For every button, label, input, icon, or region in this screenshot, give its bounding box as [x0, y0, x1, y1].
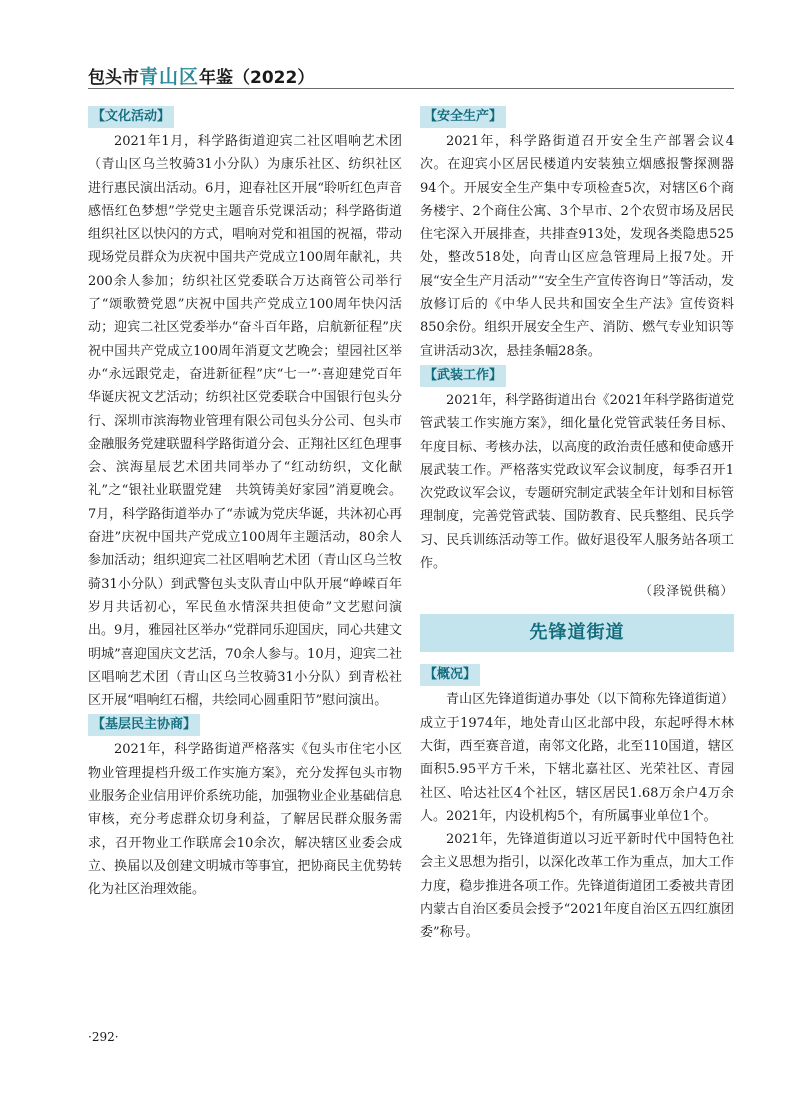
paragraph: 青山区先锋道街道办事处（以下简称先锋道街道）成立于1974年，地处青山区北部中段，东起呼得木林大街，西至赛音道，南邻文化路，北至110国道，辖区面积5.95平方千米，下辖北嘉社区、光荣社区、青园社区、哈达社区4个社区，辖区居民1.68万余户4万余人。2021年，内设机构5个，有所属事业单位1个。	[420, 692, 734, 824]
header-district: 青山区	[139, 66, 200, 88]
header-city: 包头市	[88, 68, 139, 88]
chapter-banner: 先锋道街道	[420, 614, 734, 652]
paragraph: 2021年1月，科学路街道迎宾二社区唱响艺术团（青山区乌兰牧骑31小分队）为康乐社区、纺织社区进行惠民演出活动。6月，迎春社区开展“聆听红色声音 感悟红色梦想”学党史主题音乐党课活动；科学路街道组织社区以快闪的方式，唱响对党和祖国的祝福，带动现场党员群众为庆祝中国共产党成立100周年献礼，共200余人参加；纺织社区党委联合万达商管公司举行了“颂歌赞党恩”庆祝中国共产党成立100周年快闪活动；迎宾二社区党委举办“奋斗百年路，启航新征程”庆祝中国共产党成立100周年消夏文艺晚会；望园社区举办“永远跟党走，奋进新征程”庆“七一”·喜迎建党百年华诞庆祝文艺活动；纺织社区党委联合中国银行包头分行、深圳市滨海物业管理有限公司包头分公司、包头市金融服务党建联盟科学路街道分会、正翔社区红色理事会、滨海星辰艺术团共同举办了“红动纺织，文化献礼”之“银社业联盟党建 共筑铸美好家园”消夏晚会。7月，科学路街道举办了“赤诚为党庆华诞，共沐初心再奋进”庆祝中国共产党成立100周年主题活动，80余人参加活动；组织迎宾二社区唱响艺术团（青山区乌兰牧骑31小分队）到武警包头支队青山中队开展“峥嵘百年岁月共话初心，军民鱼水情深共担使命”文艺慰问演出。9月，雅园社区举办“党群同乐迎国庆，同心共建文明城”喜迎国庆文艺活，70余人参与。10月，迎宾二社区唱响艺术团（青山区乌兰牧骑31小分队）到青松社区开展“唱响红石榴，共绘同心圆重阳节”慰问演出。	[88, 134, 416, 709]
paragraph: 2021年，科学路街道严格落实《包头市住宅小区物业管理提档升级工作实施方案》，充分发挥包头市物业服务企业信用评价系统功能，加强物业企业基础信息审核，充分考虑群众切身利益，了解居民群众服务需求，召开物业工作联席会10余次，解决辖区业委会成立、换届以及创建文明城市等事宜，把协商民主优势转化为社区治理效能。	[88, 742, 402, 898]
page-number: ·292·	[88, 1030, 119, 1044]
paragraph: 2021年，科学路街道召开安全生产部署会议4次。在迎宾小区居民楼道内安装独立烟感报警探测器94个。开展安全生产集中专项检查5次，对辖区6个商务楼宇、2个商住公寓、3个早市、2个农贸市场及居民住宅深入开展排查，共排查913处，发现各类隐患525处，整改518处，向青山区应急管理局上报7处。开展“安全生产月活动”“安全生产宣传咨询日”等活动，发放修订后的《中华人民共和国安全生产法》宣传资料850余份。组织开展安全生产、消防、燃气专业知识等宣讲活动3次，悬挂条幅28条。	[420, 134, 734, 359]
header-suffix: 年鉴（2022）	[199, 68, 315, 88]
paragraph: 2021年，先锋道街道以习近平新时代中国特色社会主义思想为指引，以深化改革工作为重点，加大工作力度，稳步推进各项工作。先锋道街道团工委被共青团内蒙古自治区委员会授予“2021年度自治区五四红旗团委”称号。	[420, 832, 734, 941]
section-title: 【武装工作】	[420, 365, 506, 387]
right-column	[420, 104, 734, 945]
section-title: 【文化活动】	[88, 106, 174, 128]
section-title: 【概况】	[420, 664, 480, 686]
section-title: 【安全生产】	[420, 106, 506, 128]
running-header	[88, 62, 314, 86]
credit-line: （段泽锐供稿）	[639, 583, 734, 599]
left-column	[88, 104, 416, 902]
section-title: 【基层民主协商】	[88, 714, 200, 736]
header-rule	[88, 88, 734, 89]
paragraph: 2021年，科学路街道出台《2021年科学路街道党管武装工作实施方案》，细化量化党管武装任务目标、年度目标、考核办法，以高度的政治责任感和使命感开展武装工作。严格落实党政议军会议制度，每季召开1次党政议军会议，专题研究制定武装全年计划和目标管理制度，完善党管武装、国防教育、民兵整组、民兵学习、民兵训练活动等工作。做好退役军人服务站各项工作。	[420, 392, 734, 572]
